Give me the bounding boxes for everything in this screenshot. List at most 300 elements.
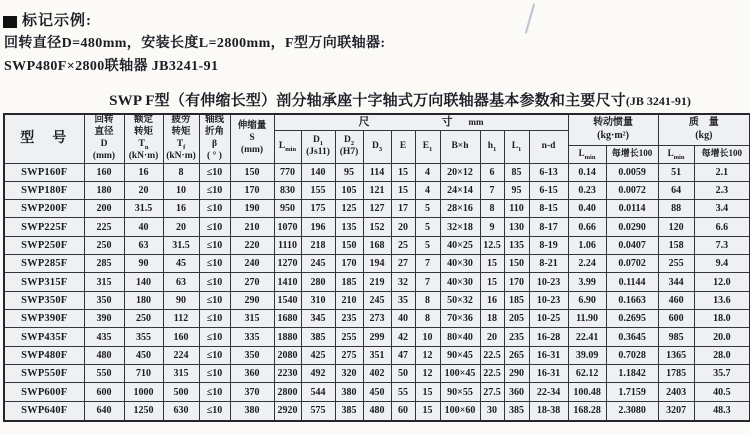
value-cell: 16-28 [529, 328, 568, 346]
value-cell: 15 [391, 181, 415, 199]
value-cell: 315 [163, 365, 199, 383]
value-cell: 1250 [124, 401, 163, 420]
value-cell: 218 [301, 236, 335, 254]
value-cell: 60 [391, 401, 415, 420]
value-cell: 0.40 [568, 200, 606, 218]
value-cell: 5 [415, 236, 440, 254]
model-cell: SWP250F [4, 236, 84, 254]
model-cell: SWP315F [4, 273, 84, 291]
value-cell: 30 [480, 401, 504, 420]
value-cell: 64 [658, 181, 694, 199]
value-cell: 2230 [274, 365, 301, 383]
value-cell: 95 [504, 181, 529, 199]
header-line: 转矩 [171, 126, 191, 137]
header-line: 直径 [94, 126, 114, 137]
header-line: $L_1$ [511, 140, 522, 153]
value-cell: 630 [163, 401, 199, 420]
value-cell: 335 [230, 328, 274, 346]
value-cell: 10 [415, 328, 440, 346]
value-cell: 265 [504, 346, 529, 364]
header-line: 每增长100 [611, 148, 653, 159]
value-cell: 196 [301, 218, 335, 236]
table-row [4, 200, 750, 218]
header-line: $E_1$ [422, 140, 433, 153]
table-row [4, 218, 750, 236]
header-line: (kg·m²) [597, 129, 629, 141]
header-line: $D_1$ [312, 134, 324, 147]
value-cell: 1.7159 [606, 383, 658, 401]
value-cell: 160 [84, 163, 124, 181]
value-cell: 112 [163, 310, 199, 328]
value-cell: 350 [84, 291, 124, 309]
value-cell: 50×32 [440, 291, 480, 309]
value-cell: 6 [480, 163, 504, 181]
value-cell: 20.0 [694, 328, 750, 346]
value-cell: 25 [391, 236, 415, 254]
value-cell: 10-23 [529, 273, 568, 291]
value-cell: 370 [230, 383, 274, 401]
table-row [4, 236, 750, 254]
value-cell: 500 [163, 383, 199, 401]
table-row [4, 273, 750, 291]
value-cell: 160 [163, 328, 199, 346]
header-line: $T_f$ [176, 138, 186, 151]
value-cell: 51 [658, 163, 694, 181]
value-cell: 290 [230, 291, 274, 309]
value-cell: 8 [480, 200, 504, 218]
dim-header-d3 [363, 131, 391, 164]
value-cell: 390 [84, 310, 124, 328]
value-cell: 380 [335, 383, 363, 401]
value-cell: 90 [163, 291, 199, 309]
value-cell: 12.0 [694, 273, 750, 291]
value-cell: 250 [84, 236, 124, 254]
value-cell: 125 [335, 200, 363, 218]
value-cell: 290 [504, 365, 529, 383]
value-cell: 20 [124, 181, 163, 199]
table-row [4, 163, 750, 181]
value-cell: 194 [363, 255, 391, 273]
value-cell: 344 [658, 273, 694, 291]
value-cell: 480 [363, 401, 391, 420]
value-cell: 6.90 [568, 291, 606, 309]
value-cell: 270 [230, 273, 274, 291]
value-cell: 11.90 [568, 310, 606, 328]
value-cell: ≤10 [199, 200, 230, 218]
marking-example-line2: SWP480F×2800联轴器 JB3241-91 [4, 59, 219, 74]
value-cell: 20 [391, 218, 415, 236]
value-cell: 600 [84, 383, 124, 401]
value-cell: 190 [230, 200, 274, 218]
value-cell: 8 [415, 291, 440, 309]
value-cell: 220 [230, 236, 274, 254]
value-cell: 6-13 [529, 163, 568, 181]
value-cell: 219 [363, 273, 391, 291]
value-cell: 22.5 [480, 346, 504, 364]
value-cell: 460 [658, 291, 694, 309]
value-cell: 135 [335, 218, 363, 236]
model-cell: SWP285F [4, 255, 84, 273]
value-cell: 18.0 [694, 310, 750, 328]
value-cell: 355 [124, 328, 163, 346]
value-cell: 710 [124, 365, 163, 383]
dimensions-label: 尺 [358, 115, 370, 128]
value-cell: 63 [163, 273, 199, 291]
header-line: ( ° ) [207, 150, 222, 161]
value-cell: 7 [415, 255, 440, 273]
value-cell: 1365 [658, 346, 694, 364]
dim-header-nd [529, 131, 568, 164]
dim-header-e1 [415, 131, 440, 164]
value-cell: 90 [124, 255, 163, 273]
table-row [4, 328, 750, 346]
value-cell: 210 [230, 218, 274, 236]
value-cell: 0.1663 [606, 291, 658, 309]
value-cell: 385 [504, 401, 529, 420]
value-cell: ≤10 [199, 218, 230, 236]
value-cell: 205 [504, 310, 529, 328]
value-cell: 15 [415, 401, 440, 420]
value-cell: 10-25 [529, 310, 568, 328]
value-cell: 575 [301, 401, 335, 420]
value-cell: 110 [504, 200, 529, 218]
table-row [4, 383, 750, 401]
value-cell: 32×18 [440, 218, 480, 236]
value-cell: 40×30 [440, 255, 480, 273]
table-header [4, 114, 750, 163]
value-cell: 4 [415, 163, 440, 181]
dimensions-unit: mm [468, 116, 484, 127]
value-cell: ≤10 [199, 273, 230, 291]
value-cell: 0.1144 [606, 273, 658, 291]
value-cell: 0.0290 [606, 218, 658, 236]
model-cell: SWP480F [4, 346, 84, 364]
header-line: (kg) [695, 129, 713, 141]
value-cell: 17 [391, 200, 415, 218]
value-cell: 5 [415, 200, 440, 218]
header-line: $L_{min}$ [278, 140, 297, 153]
header-line: n-d [541, 140, 556, 151]
value-cell: 22.5 [480, 365, 504, 383]
value-cell: 22-34 [529, 383, 568, 401]
value-cell: 1000 [124, 383, 163, 401]
value-cell: 135 [504, 236, 529, 254]
value-cell: 285 [84, 255, 124, 273]
value-cell: 170 [230, 181, 274, 199]
value-cell: 130 [504, 218, 529, 236]
value-cell: 450 [124, 346, 163, 364]
value-cell: 351 [363, 346, 391, 364]
value-cell: ≤10 [199, 365, 230, 383]
header-line: β [211, 138, 217, 149]
coupling-spec-table [3, 113, 750, 422]
inertia-per100-header [606, 145, 658, 163]
value-cell: ≤10 [199, 163, 230, 181]
value-cell: ≤10 [199, 401, 230, 420]
value-cell: 210 [335, 291, 363, 309]
value-cell: 80×40 [440, 328, 480, 346]
dimensions-group-header [274, 114, 568, 131]
value-cell: 168.28 [568, 401, 606, 420]
value-cell: 158 [658, 236, 694, 254]
value-cell: 62.12 [568, 365, 606, 383]
marking-example-line1: 回转直径D=480mm，安装长度L=2800mm，F型万向联轴器: [4, 36, 386, 51]
value-cell: 320 [335, 365, 363, 383]
value-cell: 385 [301, 328, 335, 346]
value-cell: 16-31 [529, 365, 568, 383]
header-row-groups [4, 114, 750, 131]
value-cell: 88 [658, 200, 694, 218]
value-cell: 63 [124, 236, 163, 254]
header-line: $D_2$ [343, 134, 355, 147]
value-cell: 40×25 [440, 236, 480, 254]
value-cell: ≤10 [199, 181, 230, 199]
value-cell: 42 [391, 328, 415, 346]
value-cell: 35.7 [694, 365, 750, 383]
value-cell: 2.3 [694, 181, 750, 199]
dim-header-l1 [504, 131, 529, 164]
value-cell: 20×12 [440, 163, 480, 181]
value-cell: 90×45 [440, 346, 480, 364]
value-cell: 40 [124, 218, 163, 236]
param-header-d [84, 114, 124, 163]
table-body [4, 163, 750, 421]
model-cell: SWP160F [4, 163, 84, 181]
value-cell: 5 [415, 218, 440, 236]
header-line: 疲劳 [171, 115, 191, 125]
value-cell: 2920 [274, 401, 301, 420]
value-cell: 15 [415, 383, 440, 401]
inertia-lmin-header [568, 145, 606, 163]
header-line: $L_{min}$ [578, 148, 596, 162]
header-line: (Js11) [306, 146, 330, 157]
value-cell: 1785 [658, 365, 694, 383]
table-title-main: SWP F型（有伸缩长型）剖分轴承座十字轴式万向联轴器基本参数和主要尺寸 [109, 93, 626, 109]
value-cell: 8-19 [529, 236, 568, 254]
value-cell: 20 [163, 218, 199, 236]
dim-header-d2 [335, 131, 363, 164]
param-header-tf [163, 114, 199, 163]
header-line: 每增长100 [701, 148, 743, 159]
value-cell: 2.3080 [606, 401, 658, 420]
value-cell: 299 [363, 328, 391, 346]
value-cell: 6.6 [694, 218, 750, 236]
value-cell: 12 [415, 346, 440, 364]
dim-header-lmin [274, 131, 301, 164]
table-row [4, 255, 750, 273]
value-cell: 0.0072 [606, 181, 658, 199]
value-cell: 235 [504, 328, 529, 346]
mass-lmin-header [658, 145, 694, 163]
value-cell: 31.5 [124, 200, 163, 218]
value-cell: 150 [230, 163, 274, 181]
value-cell: 245 [363, 291, 391, 309]
value-cell: 85 [504, 163, 529, 181]
inertia-group-header [568, 114, 658, 145]
value-cell: 315 [84, 273, 124, 291]
value-cell: 9 [480, 218, 504, 236]
value-cell: 15 [480, 273, 504, 291]
header-line: (kN·m) [128, 150, 159, 161]
value-cell: 435 [84, 328, 124, 346]
value-cell: 10-23 [529, 291, 568, 309]
header-line: 伸缩量 [237, 120, 267, 131]
header-line: 额定 [133, 115, 153, 125]
value-cell: 350 [230, 346, 274, 364]
value-cell: 0.0114 [606, 200, 658, 218]
value-cell: 121 [363, 181, 391, 199]
mass-group-header [658, 114, 750, 145]
value-cell: 27.5 [480, 383, 504, 401]
value-cell: 100×45 [440, 365, 480, 383]
value-cell: 425 [301, 346, 335, 364]
header-line: $D_3$ [371, 140, 383, 153]
value-cell: 385 [335, 401, 363, 420]
value-cell: 50 [391, 365, 415, 383]
value-cell: 1.06 [568, 236, 606, 254]
value-cell: 0.14 [568, 163, 606, 181]
value-cell: 170 [504, 273, 529, 291]
value-cell: ≤10 [199, 255, 230, 273]
value-cell: 2.24 [568, 255, 606, 273]
value-cell: 16 [163, 200, 199, 218]
model-cell: SWP435F [4, 328, 84, 346]
value-cell: 114 [363, 163, 391, 181]
model-cell: SWP600F [4, 383, 84, 401]
model-cell: SWP200F [4, 200, 84, 218]
value-cell: 360 [504, 383, 529, 401]
value-cell: 15 [480, 255, 504, 273]
table-row [4, 291, 750, 309]
value-cell: 180 [84, 181, 124, 199]
value-cell: 31.5 [163, 236, 199, 254]
value-cell: 3207 [658, 401, 694, 420]
table-row [4, 310, 750, 328]
value-cell: 0.0407 [606, 236, 658, 254]
value-cell: 550 [84, 365, 124, 383]
value-cell: 1070 [274, 218, 301, 236]
value-cell: 225 [84, 218, 124, 236]
value-cell: 3.4 [694, 200, 750, 218]
param-header-s [230, 114, 274, 163]
header-line: 回转 [94, 115, 114, 125]
value-cell: 2.1 [694, 163, 750, 181]
value-cell: 55 [391, 383, 415, 401]
value-cell: 235 [335, 310, 363, 328]
value-cell: 255 [335, 328, 363, 346]
dim-header-h1 [480, 131, 504, 164]
header-line: 转矩 [133, 126, 153, 137]
value-cell: 7 [415, 273, 440, 291]
value-cell: 1410 [274, 273, 301, 291]
value-cell: 360 [230, 365, 274, 383]
value-cell: 28×16 [440, 200, 480, 218]
table-row [4, 365, 750, 383]
mass-per100-header [694, 145, 750, 163]
marking-example-heading: 标记示例: [22, 13, 92, 29]
model-column-header: 型 号 [4, 114, 84, 163]
value-cell: 10 [163, 181, 199, 199]
value-cell: 105 [335, 181, 363, 199]
value-cell: 16 [124, 163, 163, 181]
value-cell: 90×55 [440, 383, 480, 401]
table-row [4, 181, 750, 199]
value-cell: 0.23 [568, 181, 606, 199]
value-cell: 12.5 [480, 236, 504, 254]
value-cell: 492 [301, 365, 335, 383]
value-cell: 8-15 [529, 200, 568, 218]
table-row [4, 346, 750, 364]
value-cell: 3.99 [568, 273, 606, 291]
value-cell: 4 [415, 181, 440, 199]
value-cell: 180 [124, 291, 163, 309]
value-cell: 8-17 [529, 218, 568, 236]
dim-header-e [391, 131, 415, 164]
value-cell: 600 [658, 310, 694, 328]
table-title [55, 89, 745, 110]
value-cell: 18 [480, 310, 504, 328]
dim-header-bxh [440, 131, 480, 164]
value-cell: 100.48 [568, 383, 606, 401]
value-cell: 480 [84, 346, 124, 364]
value-cell: 240 [230, 255, 274, 273]
header-line: 折角 [204, 126, 224, 137]
value-cell: 150 [504, 255, 529, 273]
header-line: S [249, 132, 255, 143]
value-cell: 0.0059 [606, 163, 658, 181]
table-row [4, 401, 750, 420]
header-line: $T_n$ [138, 138, 149, 151]
value-cell: 24×14 [440, 181, 480, 199]
value-cell: 250 [124, 310, 163, 328]
header-line: 轴线 [204, 115, 224, 125]
header-line: D [100, 138, 108, 149]
header-line: E [399, 140, 407, 151]
value-cell: 150 [335, 236, 363, 254]
value-cell: 95 [335, 163, 363, 181]
value-cell: 12 [415, 365, 440, 383]
value-cell: 640 [84, 401, 124, 420]
model-cell: SWP180F [4, 181, 84, 199]
value-cell: 0.0702 [606, 255, 658, 273]
value-cell: 8-21 [529, 255, 568, 273]
value-cell: 127 [363, 200, 391, 218]
value-cell: 0.3645 [606, 328, 658, 346]
value-cell: 185 [504, 291, 529, 309]
value-cell: 100×60 [440, 401, 480, 420]
value-cell: 170 [335, 255, 363, 273]
param-header-beta [199, 114, 230, 163]
header-line: $L_{min}$ [667, 148, 685, 162]
value-cell: 48.3 [694, 401, 750, 420]
header-line: B×h [451, 140, 469, 151]
value-cell: 770 [274, 163, 301, 181]
value-cell: 985 [658, 328, 694, 346]
value-cell: 168 [363, 236, 391, 254]
value-cell: 830 [274, 181, 301, 199]
value-cell: ≤10 [199, 310, 230, 328]
value-cell: ≤10 [199, 236, 230, 254]
value-cell: 185 [335, 273, 363, 291]
value-cell: 224 [163, 346, 199, 364]
value-cell: 175 [301, 200, 335, 218]
value-cell: 13.6 [694, 291, 750, 309]
value-cell: 310 [301, 291, 335, 309]
black-square-bullet-icon [3, 16, 17, 28]
value-cell: 450 [363, 383, 391, 401]
value-cell: ≤10 [199, 291, 230, 309]
value-cell: 1880 [274, 328, 301, 346]
